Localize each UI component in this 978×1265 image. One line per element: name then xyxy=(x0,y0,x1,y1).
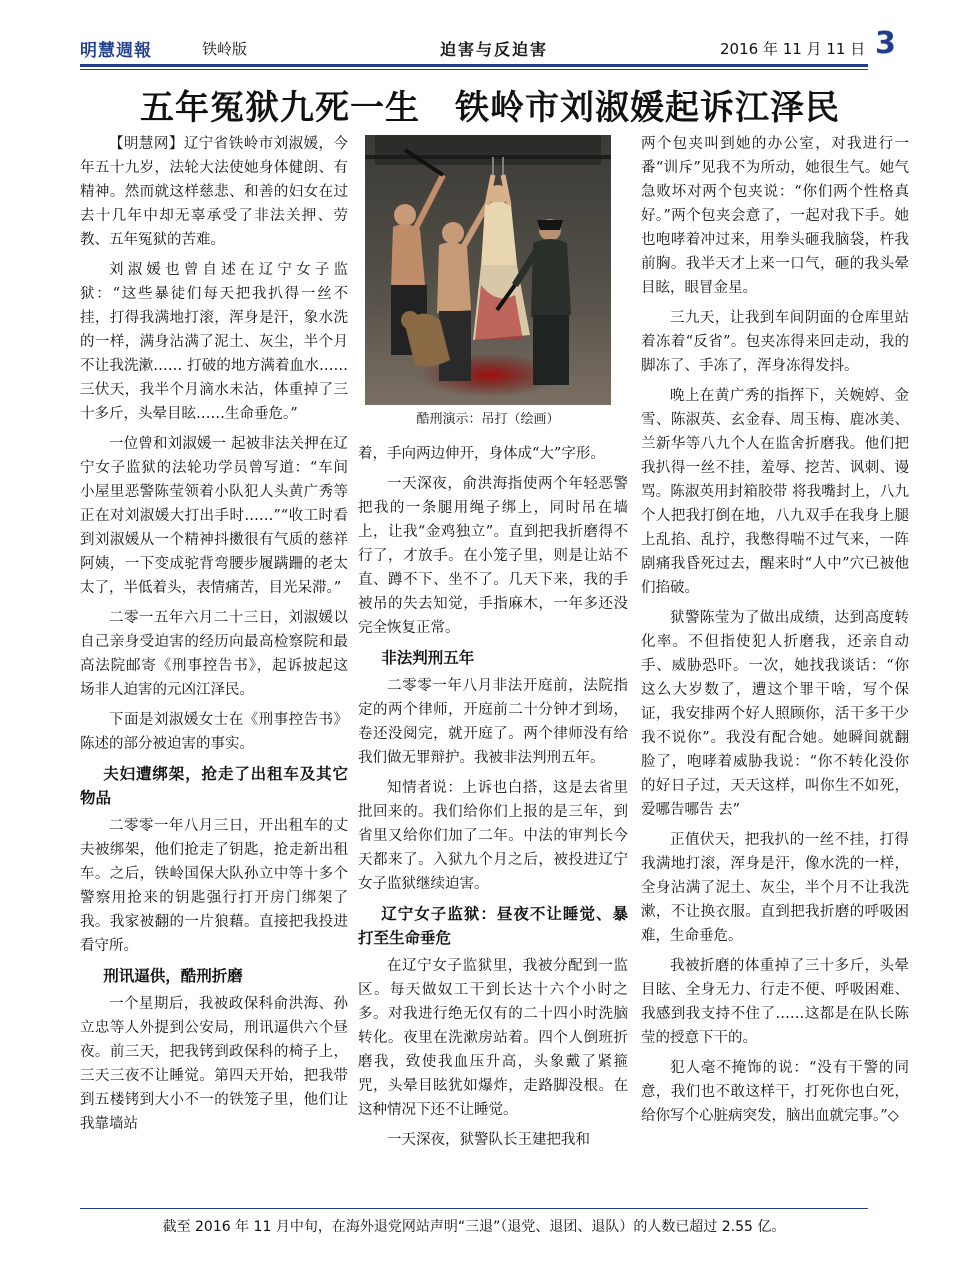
paragraph: 我被折磨的体重掉了三十多斤，头晕目眩、全身无力、行走不便、呼吸困难、我感到我支持不住了……这都是在队长陈莹的授意下干的。 xyxy=(641,958,909,1046)
paragraph: 晚上在黄广秀的指挥下，关婉婷、金雪、陈淑英、玄金春、周玉梅、鹿冰美、兰新华等八九个人在监舍折磨我。他们把我扒得一丝不挂，羞辱、挖苦、讽刺、谩骂。陈淑英用封箱胶带 将我嘴封上，八九个人把我打倒在地，八九双手在我身上腿上乱掐、乱拧，我憋得喘不过气来，一阵剧痛我昏死过去，醒来时“人中”穴已被他们掐破。 xyxy=(641,388,909,596)
paragraph: 二零一五年六月二十三日，刘淑媛以自己亲身受迫害的经历向最高检察院和最高法院邮寄《刑事控告书》，起诉披起这场非人迫害的元凶江泽民。 xyxy=(80,610,348,698)
paragraph: 犯人毫不掩饰的说：“没有干警的同意，我们也不敢这样干，打死你也白死，给你写个心脏病突发，脑出血就完事。”◇ xyxy=(641,1060,909,1124)
article-column-3 xyxy=(641,132,909,1134)
illustration-image xyxy=(365,135,611,430)
masthead: 明慧週報 xyxy=(80,41,152,61)
paragraph: 在辽宁女子监狱里，我被分配到一监区。每天做奴工干到长达十六个小时之多。对我进行绝无仅有的二十四小时洗脑转化。夜里在洗漱房站着。四个人倒班折磨我，致使我血压升高，头象戴了紧箍咒，头晕目眩犹如爆炸，走路脚没根。在这种情况下还不让睡觉。 xyxy=(358,958,628,1118)
paragraph: 刘淑媛也曾自述在辽宁女子监狱：“这些暴徒们每天把我扒得一丝不挂，打得我满地打滚，浑身是汗，象水洗的一样，满身沾满了泥土、灰尘，半个月不让我洗漱…… 打破的地方满着血水……三伏天，我半个月滴水未沾，体重掉了三十多斤，头晕目眩……生命垂危。” xyxy=(80,262,348,422)
section-heading: 刑讯逼供，酷刑折磨 xyxy=(103,967,243,985)
paragraph: 下面是刘淑媛女士在《刑事控告书》陈述的部分被迫害的事实。 xyxy=(80,712,348,752)
paragraph: 三九天，让我到车间阴面的仓库里站着冻着“反省”。包夹冻得来回走动，我的脚冻了、手冻了，浑身冻得发抖。 xyxy=(641,310,909,374)
article-column-2 xyxy=(358,442,628,1158)
torture-painting-image xyxy=(365,135,611,405)
image-caption: 酷刑演示：吊打（绘画） xyxy=(416,412,560,427)
edition-label: 铁岭版 xyxy=(202,40,248,58)
section-title: 迫害与反迫害 xyxy=(440,40,549,59)
paragraph: 着，手向两边伸开，身体成“大”字形。 xyxy=(358,446,605,462)
paragraph: 一天深夜，狱警队长王建把我和 xyxy=(387,1132,590,1148)
paragraph: 狱警陈莹为了做出成绩，达到高度转化率。不但指使犯人折磨我，还亲自动手、威胁恐吓。一次，她找我谈话：“你这么大岁数了，遭这个罪干啥，写个保证，我安排两个好人照顾你，活干多干少我不说你”。我没有配合她。她瞬间就翻脸了，咆哮着威胁我说：“你不转化没你的好日子过，天天这样，叫你生不如死，爱哪告哪告 去” xyxy=(641,610,909,818)
article-column-1 xyxy=(80,132,348,1142)
page-number: 3 xyxy=(875,26,896,61)
header-rule-thick xyxy=(80,64,868,67)
paragraph: 正值伏天，把我扒的一丝不挂，打得我满地打滚，浑身是汗，像水洗的一样，全身沾满了泥土、灰尘，半个月不让我洗漱，不让换衣服。直到把我折磨的呼吸困难，生命垂危。 xyxy=(641,832,909,944)
footer-rule xyxy=(80,1208,868,1209)
paragraph: 一天深夜，俞洪海指使两个年轻恶警把我的一条腿用绳子绑上，同时吊在墙上，让我“金鸡独立”。直到把我折磨得不行了，才放手。在小笼子里，则是让站不直、蹲不下、坐不了。几天下来，我的手被吊的失去知觉，手指麻木，一年多还没完全恢复正常。 xyxy=(358,476,628,636)
paragraph: 两个包夹叫到她的办公室，对我进行一番“训斥”见我不为所动，她很生气。她气急败坏对两个包夹说：“你们两个性格真好。”两个包夹会意了，一起对我下手。她也咆哮着冲过来，用拳头砸我脑袋，杵我前胸。我半天才上来一口气，砸的我头晕目眩，眼冒金星。 xyxy=(641,136,909,296)
section-heading: 非法判刑五年 xyxy=(381,649,475,667)
page-header xyxy=(80,26,898,64)
section-heading: 夫妇遭绑架，抢走了出租车及其它物品 xyxy=(80,765,348,807)
paragraph: 知情者说：上诉也白搭，这是去省里批回来的。我们给你们上报的是三年，到省里又给你们加了二年。中法的审判长今天都来了。入狱九个月之后，被投进辽宁女子监狱继续迫害。 xyxy=(358,780,628,892)
paragraph: 二零零一年八月非法开庭前，法院指定的两个律师，开庭前二十分钟才到场，卷还没阅完，就开庭了。两个律师没有给我们做无罪辩护。我被非法判刑五年。 xyxy=(358,678,628,766)
header-rule-thin xyxy=(80,69,868,70)
article-title: 五年冤狱九死一生 铁岭市刘淑媛起诉江泽民 xyxy=(140,88,840,128)
paragraph: 一位曾和刘淑媛一 起被非法关押在辽宁女子监狱的法轮功学员曾写道：“车间小屋里恶警陈莹领着小队犯人头黄广秀等正在对刘淑媛大打出手时……”“收工时看到刘淑媛从一个精神抖擞很有气质的慈祥阿姨，一下变成驼背弯腰步履蹒跚的老太太了，半低着头，表情痛苦，目光呆滞。” xyxy=(80,436,348,596)
footer-notice: 截至 2016 年 11 月中旬，在海外退党网站声明“三退”（退党、退团、退队）的人数已超过 2.55 亿。 xyxy=(162,1219,786,1235)
paragraph: 一个星期后，我被政保科俞洪海、孙立忠等人外提到公安局，刑讯逼供六个昼夜。前三天，把我铐到政保科的椅子上，三天三夜不让睡觉。第四天开始，把我带到五楼铐到大小不一的铁笼子里，他们让我靠墙站 xyxy=(80,996,348,1132)
paragraph: 【明慧网】辽宁省铁岭市刘淑媛，今年五十九岁，法轮大法使她身体健朗、有精神。然而就这样慈悲、和善的妇女在过去十几年中却无辜承受了非法关押、劳教、五年冤狱的苦难。 xyxy=(80,136,348,248)
section-heading: 辽宁女子监狱：昼夜不让睡觉、暴打至生命垂危 xyxy=(358,905,628,947)
issue-date: 2016 年 11 月 11 日 xyxy=(720,40,866,58)
paragraph: 二零零一年八月三日，开出租车的丈夫被绑架，他们抢走了钥匙，抢走新出租车。之后，铁岭国保大队孙立中等十多个警察用抢来的钥匙强行打开房门绑架了我。我家被翻的一片狼藉。直接把我投进看守所。 xyxy=(80,818,348,954)
